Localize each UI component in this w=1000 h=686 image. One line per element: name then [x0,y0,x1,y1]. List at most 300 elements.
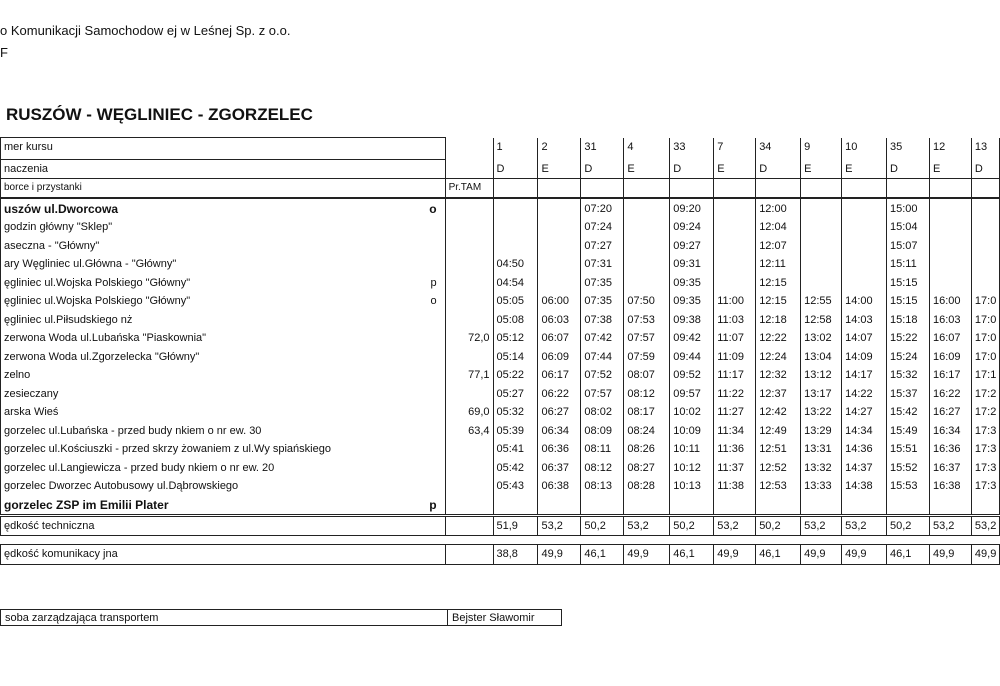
stop-name [1,198,446,218]
departure-time: 13:32 [801,458,842,477]
stop-row [1,310,1000,329]
technical-speed-value: 53,2 [538,515,581,536]
departure-time: 12:53 [756,477,801,496]
departure-time [624,273,670,292]
spacer [929,536,971,545]
commercial-speed-value: 46,1 [670,545,714,565]
departure-time: 17:3 [971,458,999,477]
stop-flag: o [429,201,437,216]
departure-time: 16:00 [929,292,971,311]
departure-time: 12:18 [756,310,801,329]
stop-label: gorzelec Dworzec Autobusowy ul.Dąbrowskiego [4,480,239,492]
departure-time: 14:09 [842,347,887,366]
departure-time [801,273,842,292]
course-mark: D [670,160,714,179]
stop-name [1,403,446,422]
departure-time: 09:44 [670,347,714,366]
departure-time [801,218,842,237]
departure-time: 17:0 [971,292,999,311]
departure-time: 06:09 [538,347,581,366]
departure-time: 07:42 [581,329,624,348]
departure-time: 15:53 [887,477,930,496]
departure-time: 11:17 [714,366,756,385]
stop-name [1,310,446,329]
departure-time [624,495,670,515]
stop-row [1,198,1000,218]
departure-time: 08:24 [624,421,670,440]
departure-time: 17:3 [971,477,999,496]
departure-time: 11:00 [714,292,756,311]
departure-time: 13:29 [801,421,842,440]
stop-km: 72,0 [445,329,493,348]
course-mark: E [929,160,971,179]
departure-time: 13:31 [801,440,842,459]
departure-time [887,495,930,515]
departure-time [670,495,714,515]
departure-time: 11:27 [714,403,756,422]
departure-time [624,255,670,274]
departure-time: 14:34 [842,421,887,440]
stop-name [1,384,446,403]
stop-label: gorzelec ZSP im Emilii Plater [4,497,169,512]
stop-row [1,440,1000,459]
departure-time: 15:15 [887,273,930,292]
departure-time: 12:15 [756,273,801,292]
header-blank [756,179,801,199]
departure-time: 07:53 [624,310,670,329]
departure-time: 16:37 [929,458,971,477]
stop-name [1,347,446,366]
departure-time: 14:07 [842,329,887,348]
stop-label: godzin główny "Sklep" [4,221,113,233]
departure-time: 09:57 [670,384,714,403]
departure-time: 15:04 [887,218,930,237]
departure-time [624,198,670,218]
departure-time: 09:31 [670,255,714,274]
departure-time [538,255,581,274]
departure-time: 09:27 [670,236,714,255]
course-number: 9 [801,138,842,160]
stop-km [445,495,493,515]
departure-time: 05:43 [493,477,538,496]
departure-time: 05:32 [493,403,538,422]
departure-time [538,218,581,237]
departure-time: 16:17 [929,366,971,385]
departure-time: 08:09 [581,421,624,440]
stop-km [445,236,493,255]
stop-km [445,198,493,218]
departure-time: 15:37 [887,384,930,403]
departure-time: 15:32 [887,366,930,385]
departure-time: 16:27 [929,403,971,422]
spacer [714,536,756,545]
departure-time: 08:11 [581,440,624,459]
manager-row [1,610,562,626]
departure-time: 08:17 [624,403,670,422]
stop-row [1,236,1000,255]
commercial-speed-value: 49,9 [714,545,756,565]
departure-time: 09:20 [670,198,714,218]
stop-label: ary Węgliniec ul.Główna - "Główny" [4,258,177,270]
departure-time: 08:13 [581,477,624,496]
stop-label: zesieczany [4,387,59,400]
departure-time: 08:12 [624,384,670,403]
departure-time [971,273,999,292]
departure-time: 06:07 [538,329,581,348]
departure-time: 14:37 [842,458,887,477]
stop-row [1,421,1000,440]
header-blank [670,179,714,199]
departure-time: 17:0 [971,347,999,366]
departure-time: 11:37 [714,458,756,477]
technical-speed-value: 51,9 [493,515,538,536]
departure-time: 16:22 [929,384,971,403]
stop-km [445,384,493,403]
departure-time: 16:07 [929,329,971,348]
departure-time: 13:22 [801,403,842,422]
commercial-speed-row [1,545,1000,565]
departure-time: 14:36 [842,440,887,459]
stop-name [1,495,446,515]
departure-time: 07:44 [581,347,624,366]
departure-time: 13:17 [801,384,842,403]
line-code: F [0,45,8,60]
stop-label: ęgliniec ul.Wojska Polskiego "Główny" [4,276,191,289]
departure-time: 06:36 [538,440,581,459]
header-blank [624,179,670,199]
departure-time [624,236,670,255]
departure-time [538,273,581,292]
spacer [581,536,624,545]
course-mark: E [842,160,887,179]
departure-time: 10:12 [670,458,714,477]
departure-time: 06:03 [538,310,581,329]
departure-time: 07:27 [581,236,624,255]
header-blank [493,179,538,199]
technical-speed-label: ędkość techniczna [1,515,446,536]
departure-time [842,198,887,218]
stop-km: 77,1 [445,366,493,385]
departure-time: 17:0 [971,329,999,348]
commercial-speed-value: 38,8 [493,545,538,565]
departure-time: 04:50 [493,255,538,274]
departure-time: 11:22 [714,384,756,403]
stop-label: ęgliniec ul.Piłsudskiego nż [4,313,133,326]
stops-header: borce i przystanki [1,179,446,199]
stop-label: arska Wieś [4,406,59,418]
departure-time [842,218,887,237]
manager-name: Bejster Sławomir [448,610,562,626]
technical-speed-value: 53,2 [624,515,670,536]
departure-time: 09:52 [670,366,714,385]
technical-speed-value: 53,2 [929,515,971,536]
stop-label: ęgliniec ul.Wojska Polskiego "Główny" [4,295,191,307]
spacer [842,536,887,545]
departure-time [801,198,842,218]
departure-time: 07:35 [581,292,624,311]
departure-time: 11:09 [714,347,756,366]
stop-km: 69,0 [445,403,493,422]
departure-time [971,236,999,255]
departure-time: 11:34 [714,421,756,440]
stop-name [1,292,446,311]
departure-time: 11:03 [714,310,756,329]
departure-time: 15:42 [887,403,930,422]
departure-time: 10:11 [670,440,714,459]
stop-row [1,495,1000,515]
header-blank [538,179,581,199]
departure-time [842,273,887,292]
departure-time: 06:37 [538,458,581,477]
stop-flag: p [429,497,437,512]
header-blank [581,179,624,199]
departure-time [842,255,887,274]
departure-time: 16:36 [929,440,971,459]
technical-speed-value: 53,2 [842,515,887,536]
departure-time [971,495,999,515]
technical-speed-value: 50,2 [581,515,624,536]
stop-row [1,329,1000,348]
departure-time [624,218,670,237]
departure-time [801,495,842,515]
departure-time: 05:05 [493,292,538,311]
stop-name [1,477,446,496]
stop-km [445,310,493,329]
stop-name [1,273,446,292]
header-blank [971,179,999,199]
spacer [971,536,999,545]
spacer [670,536,714,545]
departure-time [801,236,842,255]
stop-name [1,458,446,477]
header-blank [842,179,887,199]
stop-row [1,384,1000,403]
departure-time: 06:22 [538,384,581,403]
pr-tam-cell [445,160,493,179]
stop-row [1,255,1000,274]
departure-time: 16:34 [929,421,971,440]
departure-time: 15:52 [887,458,930,477]
speed-blank [445,515,493,536]
pr-tam-cell [445,138,493,160]
technical-speed-value: 53,2 [801,515,842,536]
departure-time: 15:18 [887,310,930,329]
departure-time: 13:04 [801,347,842,366]
course-mark: D [581,160,624,179]
departure-time: 12:07 [756,236,801,255]
stop-label: zelno [4,369,31,381]
commercial-speed-value: 49,9 [624,545,670,565]
departure-time: 08:07 [624,366,670,385]
stop-flag: p [430,276,437,289]
spacer [624,536,670,545]
technical-speed-value: 50,2 [887,515,930,536]
course-number: 4 [624,138,670,160]
departure-time [493,236,538,255]
stop-km [445,347,493,366]
departure-time: 16:38 [929,477,971,496]
stops-header-row [1,179,1000,199]
departure-time [714,255,756,274]
timetable [0,137,1000,565]
spacer [756,536,801,545]
departure-time: 05:42 [493,458,538,477]
course-mark: D [971,160,999,179]
departure-time: 04:54 [493,273,538,292]
course-number: 33 [670,138,714,160]
departure-time [714,218,756,237]
departure-time: 15:49 [887,421,930,440]
stop-name [1,255,446,274]
course-number: 7 [714,138,756,160]
departure-time: 08:28 [624,477,670,496]
departure-time: 06:27 [538,403,581,422]
commercial-speed-value: 49,9 [538,545,581,565]
stop-row [1,218,1000,237]
departure-time [714,236,756,255]
course-mark: D [887,160,930,179]
departure-time: 05:22 [493,366,538,385]
departure-time: 12:24 [756,347,801,366]
course-number: 13 [971,138,999,160]
course-mark: E [714,160,756,179]
spacer [493,536,538,545]
course-mark: D [493,160,538,179]
technical-speed-value: 50,2 [756,515,801,536]
departure-time: 11:36 [714,440,756,459]
course-number: 31 [581,138,624,160]
commercial-speed-value: 46,1 [581,545,624,565]
stop-label: gorzelec ul.Lubańska - przed budy nkiem o nr ew. 30 [4,424,262,437]
course-mark: E [624,160,670,179]
company-name: o Komunikacji Samochodow ej w Leśnej Sp. z o.o. [0,23,291,38]
departure-time: 17:3 [971,440,999,459]
departure-time: 09:42 [670,329,714,348]
course-number: 12 [929,138,971,160]
departure-time: 17:2 [971,403,999,422]
departure-time: 17:1 [971,366,999,385]
technical-speed-row [1,515,1000,536]
departure-time: 17:0 [971,310,999,329]
stop-label: gorzelec ul.Kościuszki - przed skrzy żowaniem z ul.Wy spiańskiego [4,443,331,455]
stop-name [1,440,446,459]
spacer [801,536,842,545]
stop-km [445,255,493,274]
departure-time: 12:37 [756,384,801,403]
departure-time: 15:15 [887,292,930,311]
departure-time [493,218,538,237]
spacer [1,536,446,545]
departure-time [714,273,756,292]
departure-time: 05:27 [493,384,538,403]
stop-row [1,292,1000,311]
header-blank [887,179,930,199]
departure-time: 17:3 [971,421,999,440]
departure-time: 13:12 [801,366,842,385]
departure-time: 15:22 [887,329,930,348]
course-number: 10 [842,138,887,160]
departure-time: 05:12 [493,329,538,348]
departure-time: 14:27 [842,403,887,422]
stop-km: 63,4 [445,421,493,440]
stop-row [1,477,1000,496]
departure-time: 16:09 [929,347,971,366]
speed-blank [445,545,493,565]
commercial-speed-value: 46,1 [887,545,930,565]
stop-km [445,218,493,237]
departure-time: 08:12 [581,458,624,477]
departure-time [929,495,971,515]
course-number-row [1,138,1000,160]
commercial-speed-value: 49,9 [971,545,999,565]
stop-row [1,366,1000,385]
departure-time: 14:38 [842,477,887,496]
stop-name [1,421,446,440]
technical-speed-value: 50,2 [670,515,714,536]
departure-time [493,198,538,218]
departure-time: 14:22 [842,384,887,403]
commercial-speed-label: ędkość komunikacy jna [1,545,446,565]
departure-time: 12:42 [756,403,801,422]
course-number: 34 [756,138,801,160]
stop-label: aseczna - "Główny" [4,239,100,252]
departure-time: 12:55 [801,292,842,311]
departure-time: 17:2 [971,384,999,403]
departure-time: 09:24 [670,218,714,237]
departure-time: 12:58 [801,310,842,329]
departure-time: 12:49 [756,421,801,440]
departure-time: 08:26 [624,440,670,459]
commercial-speed-value: 49,9 [929,545,971,565]
departure-time [581,495,624,515]
commercial-speed-value: 49,9 [801,545,842,565]
designations-label: naczenia [1,160,446,179]
departure-time: 09:35 [670,273,714,292]
departure-time: 07:35 [581,273,624,292]
technical-speed-value: 53,2 [971,515,999,536]
designation-row [1,160,1000,179]
departure-time [929,198,971,218]
departure-time [801,255,842,274]
stop-km [445,440,493,459]
departure-time: 07:38 [581,310,624,329]
departure-time: 06:38 [538,477,581,496]
stop-name [1,218,446,237]
departure-time [538,198,581,218]
departure-time: 07:24 [581,218,624,237]
departure-time: 12:15 [756,292,801,311]
departure-time [971,218,999,237]
course-mark: D [756,160,801,179]
stop-label: gorzelec ul.Langiewicza - przed budy nkiem o nr ew. 20 [4,461,275,474]
departure-time [929,273,971,292]
course-number-label: mer kursu [1,138,446,160]
stop-row [1,347,1000,366]
course-mark: E [538,160,581,179]
departure-time: 05:14 [493,347,538,366]
departure-time: 15:24 [887,347,930,366]
departure-time: 10:02 [670,403,714,422]
departure-time: 08:02 [581,403,624,422]
departure-time: 07:31 [581,255,624,274]
departure-time: 10:13 [670,477,714,496]
commercial-speed-value: 49,9 [842,545,887,565]
departure-time [842,236,887,255]
stop-km [445,458,493,477]
departure-time: 06:34 [538,421,581,440]
spacer [445,536,493,545]
pr-tam-label: Pr.TAM [445,179,493,199]
